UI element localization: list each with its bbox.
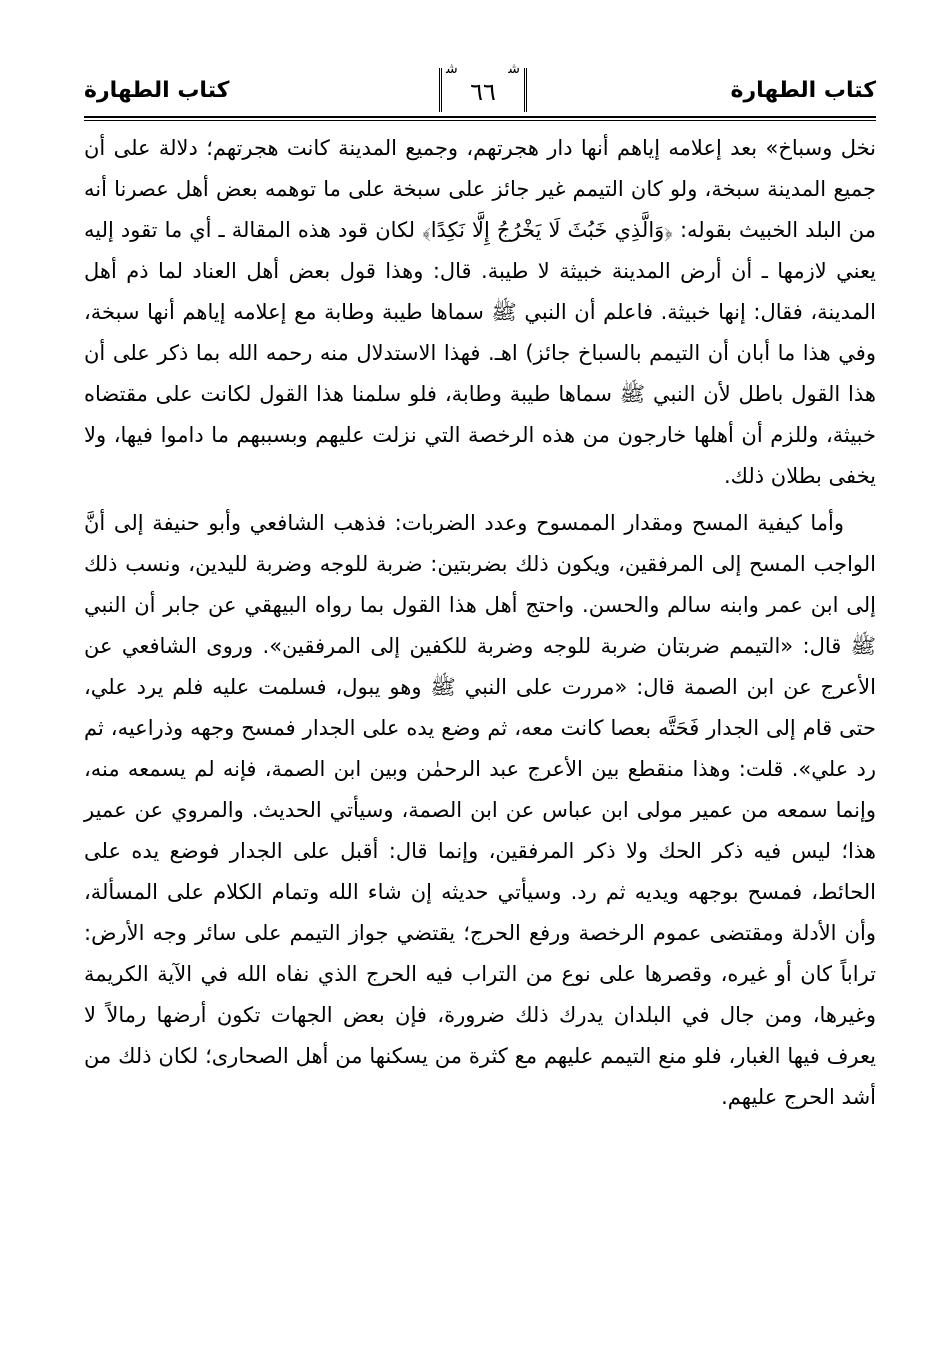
running-title-left: كتاب الطهارة — [84, 78, 230, 103]
header-rule-thin — [84, 120, 876, 121]
running-title-right: كتاب الطهارة — [730, 78, 876, 103]
page-header — [84, 61, 876, 120]
paragraph-continuation: نخل وسباخ» بعد إعلامه إياهم أنها دار هجرتهم، وجميع المدينة كانت هجرتهم؛ دلالة على أن جميع المدينة سبخة، ولو كان التيمم غير جائز على سبخة على ما توهمه بعض أهل عصرنا أنه من البلد الخبيث بقوله: ﴿وَالَّذِي خَبُثَ لَا يَخْرُجُ إِلَّا نَكِدًا﴾ لكان قود هذه المقالة ـ أي ما تقود إليه يعني لازمها ـ أن أرض المدينة خبيثة لا طيبة. قال: وهذا قول بعض أهل العناد لما ذم أهل المدينة، فقال: إنها خبيثة. فاعلم أن النبي ﷺ سماها طيبة وطابة مع إعلامه إياهم أنها سبخة، وفي هذا ما أبان أن التيمم بالسباخ جائز) اهـ. فهذا الاستدلال منه رحمه الله بما ذكر على أن هذا القول باطل لأن النبي ﷺ سماها طيبة وطابة، فلو سلمنا هذا القول لكانت على مقتضاه خبيثة، وللزم أن أهلها خارجون من هذه الرخصة التي نزلت عليهم وبسببهم ما داموا فيها، ولا يخفى بطلان ذلك. — [84, 136, 876, 488]
paragraph-tayammum-method: وأما كيفية المسح ومقدار الممسوح وعدد الضربات: فذهب الشافعي وأبو حنيفة إلى أنَّ الواجب المسح إلى المرفقين، ويكون ذلك بضربتين: ضربة للوجه وضربة لليدين، ونسب ذلك إلى ابن عمر وابنه سالم والحسن. واحتج أهل هذا القول بما رواه البيهقي عن جابر أن النبي ﷺ قال: «التيمم ضربتان ضربة للوجه وضربة للكفين إلى المرفقين». وروى الشافعي عن الأعرج عن ابن الصمة قال: «مررت على النبي ﷺ وهو يبول، فسلمت عليه فلم يرد علي، حتى قام إلى الجدار فَحَتَّه بعصا كانت معه، ثم وضع يده على الجدار فمسح وجهه وذراعيه، ثم رد علي». قلت: وهذا منقطع بين الأعرج عبد الرحمٰن وبين ابن الصمة، فإنه لم يسمعه منه، وإنما سمعه من عمير مولى ابن عباس عن ابن الصمة، وسيأتي الحديث. والمروي عن عمير هذا؛ ليس فيه ذكر الحك ولا ذكر المرفقين، وإنما قال: أقبل على الجدار فوضع يده على الحائط، فمسح بوجهه ويديه ثم رد. وسيأتي حديثه إن شاء الله وتمام الكلام على المسألة، وأن الأدلة ومقتضى عموم الرخصة ورفع الحرج؛ يقتضي جواز التيمم على سائر وجه الأرض: تراباً كان أو غيره، وقصرها على نوع من التراب فيه الحرج الذي نفاه الله في الآية الكريمة وغيرها، ومن جال في البلدان يدرك ذلك ضرورة، فإن بعض الجهات تكون أرضها رمالاً لا يعرف فيها الغبار، فلو منع التيمم عليهم مع كثرة من يسكنها من أهل الصحارى؛ لكان ذلك من أشد الحرج عليهم. — [84, 511, 876, 1109]
ornament-corner-icon: ﺷ — [508, 61, 520, 77]
page-number: ٦٦ — [470, 78, 496, 106]
header-rule — [84, 116, 876, 118]
page-body — [84, 128, 876, 1118]
ornament-corner-icon: ﺷ — [446, 61, 458, 77]
page-number-frame — [439, 61, 527, 112]
